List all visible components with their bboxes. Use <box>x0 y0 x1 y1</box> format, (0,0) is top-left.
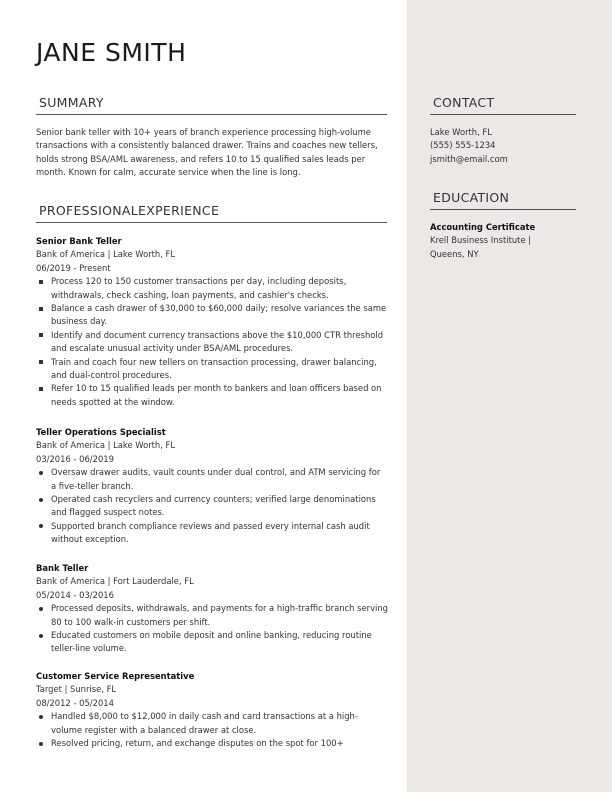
experience-heading: PROFESSIONALEXPERIENCE <box>36 203 387 223</box>
summary-heading: SUMMARY <box>36 95 387 115</box>
job-bullet: Processed deposits, withdrawals, and payments for a high-traffic branch serving 80 to 100 walk-in customers per shift. <box>36 602 388 629</box>
job-bullet: Handled $8,000 to $12,000 in daily cash and card transactions at a high-volume register with a balanced drawer at close. <box>36 710 388 737</box>
job-title: Senior Bank Teller <box>36 236 122 246</box>
job-title: Bank Teller <box>36 563 89 573</box>
education-title: Accounting Certificate <box>430 222 536 232</box>
job-bullet: Train and coach four new tellers on transaction processing, drawer balancing, and dual-control procedures. <box>36 356 388 383</box>
summary-text: Senior bank teller with 10+ years of branch experience processing high-volume transactions with a consistently balanced drawer. Trains and coaches new tellers, holds strong BSA/AML awareness, and refers 10 to 15 qualified sales leads per month. Known for calm, accurate service when the line is long. <box>36 127 378 178</box>
contact-email: jsmith@email.com <box>430 153 508 164</box>
job-entry-bank-teller <box>36 562 388 656</box>
job-entry-teller-operations-specialist <box>36 426 388 547</box>
job-title: Teller Operations Specialist <box>36 427 166 437</box>
job-company: Bank of America | Lake Worth, FL <box>36 440 176 451</box>
job-company: Target | Sunrise, FL <box>36 684 117 695</box>
job-company: Bank of America | Fort Lauderdale, FL <box>36 576 194 587</box>
job-bullet: Operated cash recyclers and currency counters; verified large denominations and flagged suspect notes. <box>36 493 388 520</box>
job-company: Bank of America | Lake Worth, FL <box>36 249 176 260</box>
education-institution: Krell Business Institute | Queens, NY <box>430 235 532 259</box>
contact-heading: CONTACT <box>430 95 576 115</box>
job-bullets <box>36 466 388 546</box>
job-bullets <box>36 602 388 656</box>
contact-phone: (555) 555-1234 <box>430 140 496 151</box>
job-bullet: Balance a cash drawer of $30,000 to $60,000 daily; resolve variances the same business day. <box>36 302 388 329</box>
contact-block <box>430 126 580 166</box>
candidate-name: JANE SMITH <box>36 38 187 67</box>
job-bullet: Process 120 to 150 customer transactions per day, including deposits, withdrawals, check cashing, loan payments, and cashier's checks. <box>36 275 388 302</box>
job-entry-customer-service-representative <box>36 670 388 750</box>
job-bullets <box>36 710 388 750</box>
sidebar-panel <box>407 0 612 792</box>
job-bullets <box>36 275 388 409</box>
job-dates: 05/2014 - 03/2016 <box>36 589 114 600</box>
job-dates: 03/2016 - 06/2019 <box>36 453 114 464</box>
job-title: Customer Service Representative <box>36 671 195 681</box>
education-heading: EDUCATION <box>430 190 576 210</box>
job-bullet: Identify and document currency transactions above the $10,000 CTR threshold and escalate unusual activity under BSA/AML procedures. <box>36 329 388 356</box>
job-dates: 08/2012 - 05/2014 <box>36 697 114 708</box>
job-bullet: Oversaw drawer audits, vault counts under dual control, and ATM servicing for a five-teller branch. <box>36 466 388 493</box>
contact-location: Lake Worth, FL <box>430 127 492 137</box>
job-bullet: Educated customers on mobile deposit and online banking, reducing routine teller-line volume. <box>36 629 388 656</box>
job-dates: 06/2019 - Present <box>36 262 111 273</box>
job-bullet: Supported branch compliance reviews and passed every internal cash audit without exception. <box>36 520 388 547</box>
job-bullet: Refer 10 to 15 qualified leads per month to bankers and loan officers based on needs spotted at the window. <box>36 382 388 409</box>
job-entry-senior-bank-teller <box>36 235 388 409</box>
education-block <box>430 221 580 261</box>
job-bullet: Resolved pricing, return, and exchange disputes on the spot for 100+ <box>36 737 388 750</box>
